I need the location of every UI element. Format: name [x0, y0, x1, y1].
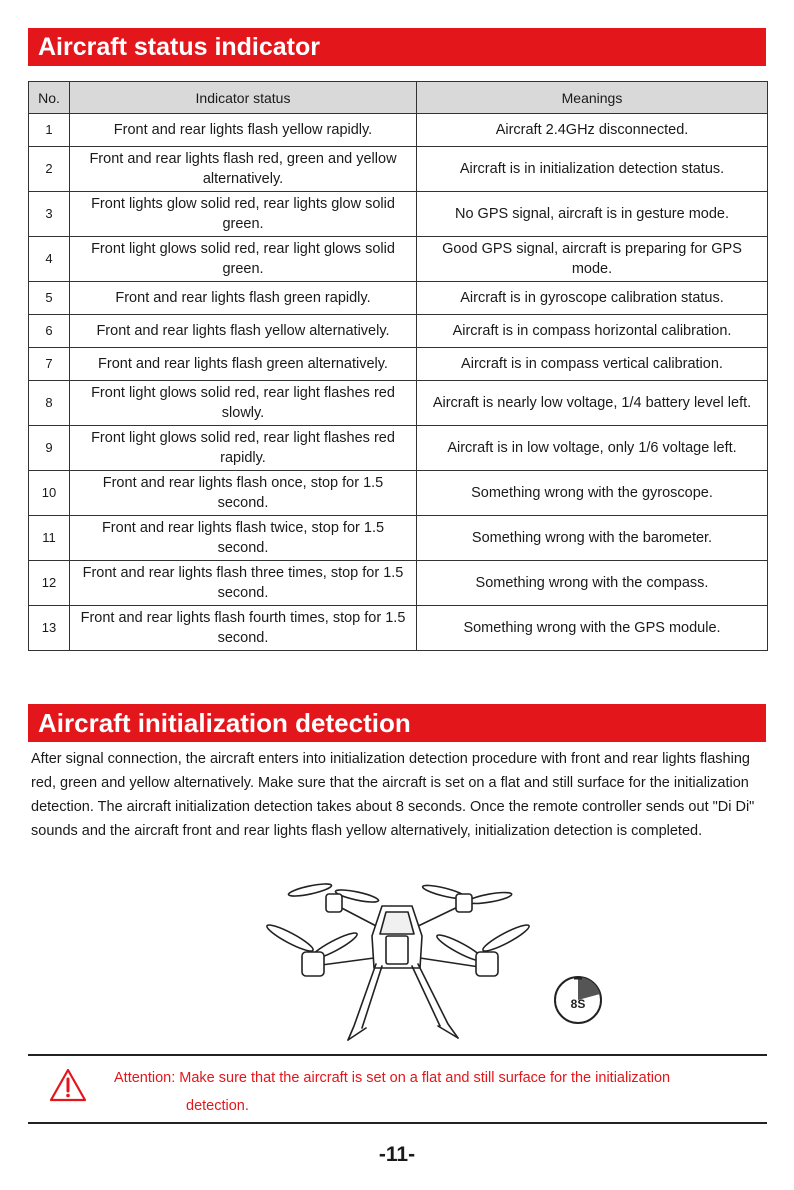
row-number: 6 — [29, 315, 70, 348]
row-number: 7 — [29, 348, 70, 381]
quadcopter-drone-illustration — [262, 876, 532, 1044]
table-header-row — [29, 82, 768, 114]
indicator-cell: Front and rear lights flash yellow alternatively. — [70, 315, 417, 348]
table-row — [29, 114, 768, 147]
indicator-cell: Front lights glow solid red, rear lights glow solid green. — [70, 192, 417, 237]
indicator-cell: Front light glows solid red, rear light glows solid green. — [70, 237, 417, 282]
attention-line-1: Attention: Make sure that the aircraft is set on a flat and still surface for the initialization — [114, 1070, 671, 1086]
row-number: 8 — [29, 381, 70, 426]
table-row — [29, 147, 768, 192]
table-row — [29, 192, 768, 237]
meaning-cell: Something wrong with the gyroscope. — [417, 471, 768, 516]
table-row — [29, 561, 768, 606]
indicator-cell: Front and rear lights flash yellow rapidly. — [70, 114, 417, 147]
init-description: After signal connection, the aircraft enters into initialization detection procedure with front and rear lights flashing red, green and yellow alternatively. Make sure that the aircraft is set on a flat and still surface for the initialization detection. The aircraft initialization detection takes about 8 seconds. Once the remote controller sends out "Di Di" sounds and the aircraft front and rear lights flash yellow alternatively, initialization detection is completed. — [31, 751, 755, 839]
table-row — [29, 471, 768, 516]
meaning-cell: Aircraft 2.4GHz disconnected. — [417, 114, 768, 147]
meaning-cell: Aircraft is nearly low voltage, 1/4 battery level left. — [417, 381, 768, 426]
table-row — [29, 426, 768, 471]
stopwatch-icon — [550, 974, 608, 1026]
table-row — [29, 282, 768, 315]
row-number: 3 — [29, 192, 70, 237]
indicator-cell: Front and rear lights flash fourth times, stop for 1.5 second. — [70, 606, 417, 651]
meaning-cell: No GPS signal, aircraft is in gesture mode. — [417, 192, 768, 237]
meaning-cell: Aircraft is in low voltage, only 1/6 voltage left. — [417, 426, 768, 471]
table-row — [29, 315, 768, 348]
table-row — [29, 348, 768, 381]
header-no: No. — [29, 82, 70, 114]
attention-note — [114, 1064, 754, 1120]
divider-bottom — [28, 1122, 767, 1124]
row-number: 4 — [29, 237, 70, 282]
table-row — [29, 516, 768, 561]
header-meanings: Meanings — [417, 82, 768, 114]
indicator-cell: Front and rear lights flash green rapidly. — [70, 282, 417, 315]
table-row — [29, 237, 768, 282]
meaning-cell: Something wrong with the GPS module. — [417, 606, 768, 651]
meaning-cell: Something wrong with the compass. — [417, 561, 768, 606]
status-section-title: Aircraft status indicator — [28, 28, 766, 66]
indicator-cell: Front light glows solid red, rear light flashes red rapidly. — [70, 426, 417, 471]
indicator-cell: Front and rear lights flash three times, stop for 1.5 second. — [70, 561, 417, 606]
meaning-cell: Aircraft is in compass vertical calibration. — [417, 348, 768, 381]
table-row — [29, 606, 768, 651]
meaning-cell: Aircraft is in initialization detection status. — [417, 147, 768, 192]
indicator-cell: Front and rear lights flash once, stop for 1.5 second. — [70, 471, 417, 516]
row-number: 2 — [29, 147, 70, 192]
row-number: 12 — [29, 561, 70, 606]
init-section-title: Aircraft initialization detection — [28, 704, 766, 742]
meaning-cell: Good GPS signal, aircraft is preparing for GPS mode. — [417, 237, 768, 282]
indicator-cell: Front and rear lights flash green alternatively. — [70, 348, 417, 381]
row-number: 10 — [29, 471, 70, 516]
meaning-cell: Something wrong with the barometer. — [417, 516, 768, 561]
indicator-cell: Front and rear lights flash twice, stop for 1.5 second. — [70, 516, 417, 561]
indicator-cell: Front light glows solid red, rear light flashes red slowly. — [70, 381, 417, 426]
row-number: 9 — [29, 426, 70, 471]
row-number: 5 — [29, 282, 70, 315]
meaning-cell: Aircraft is in gyroscope calibration status. — [417, 282, 768, 315]
divider-top — [28, 1054, 767, 1056]
header-indicator-status: Indicator status — [70, 82, 417, 114]
status-table — [28, 81, 768, 651]
attention-line-2: detection. — [186, 1098, 249, 1114]
page-number: -11- — [378, 1143, 416, 1166]
meaning-cell: Aircraft is in compass horizontal calibration. — [417, 315, 768, 348]
timer-label: 8S — [570, 997, 586, 1011]
warning-triangle-icon — [49, 1068, 87, 1102]
table-row — [29, 381, 768, 426]
indicator-cell: Front and rear lights flash red, green and yellow alternatively. — [70, 147, 417, 192]
row-number: 11 — [29, 516, 70, 561]
row-number: 1 — [29, 114, 70, 147]
row-number: 13 — [29, 606, 70, 651]
